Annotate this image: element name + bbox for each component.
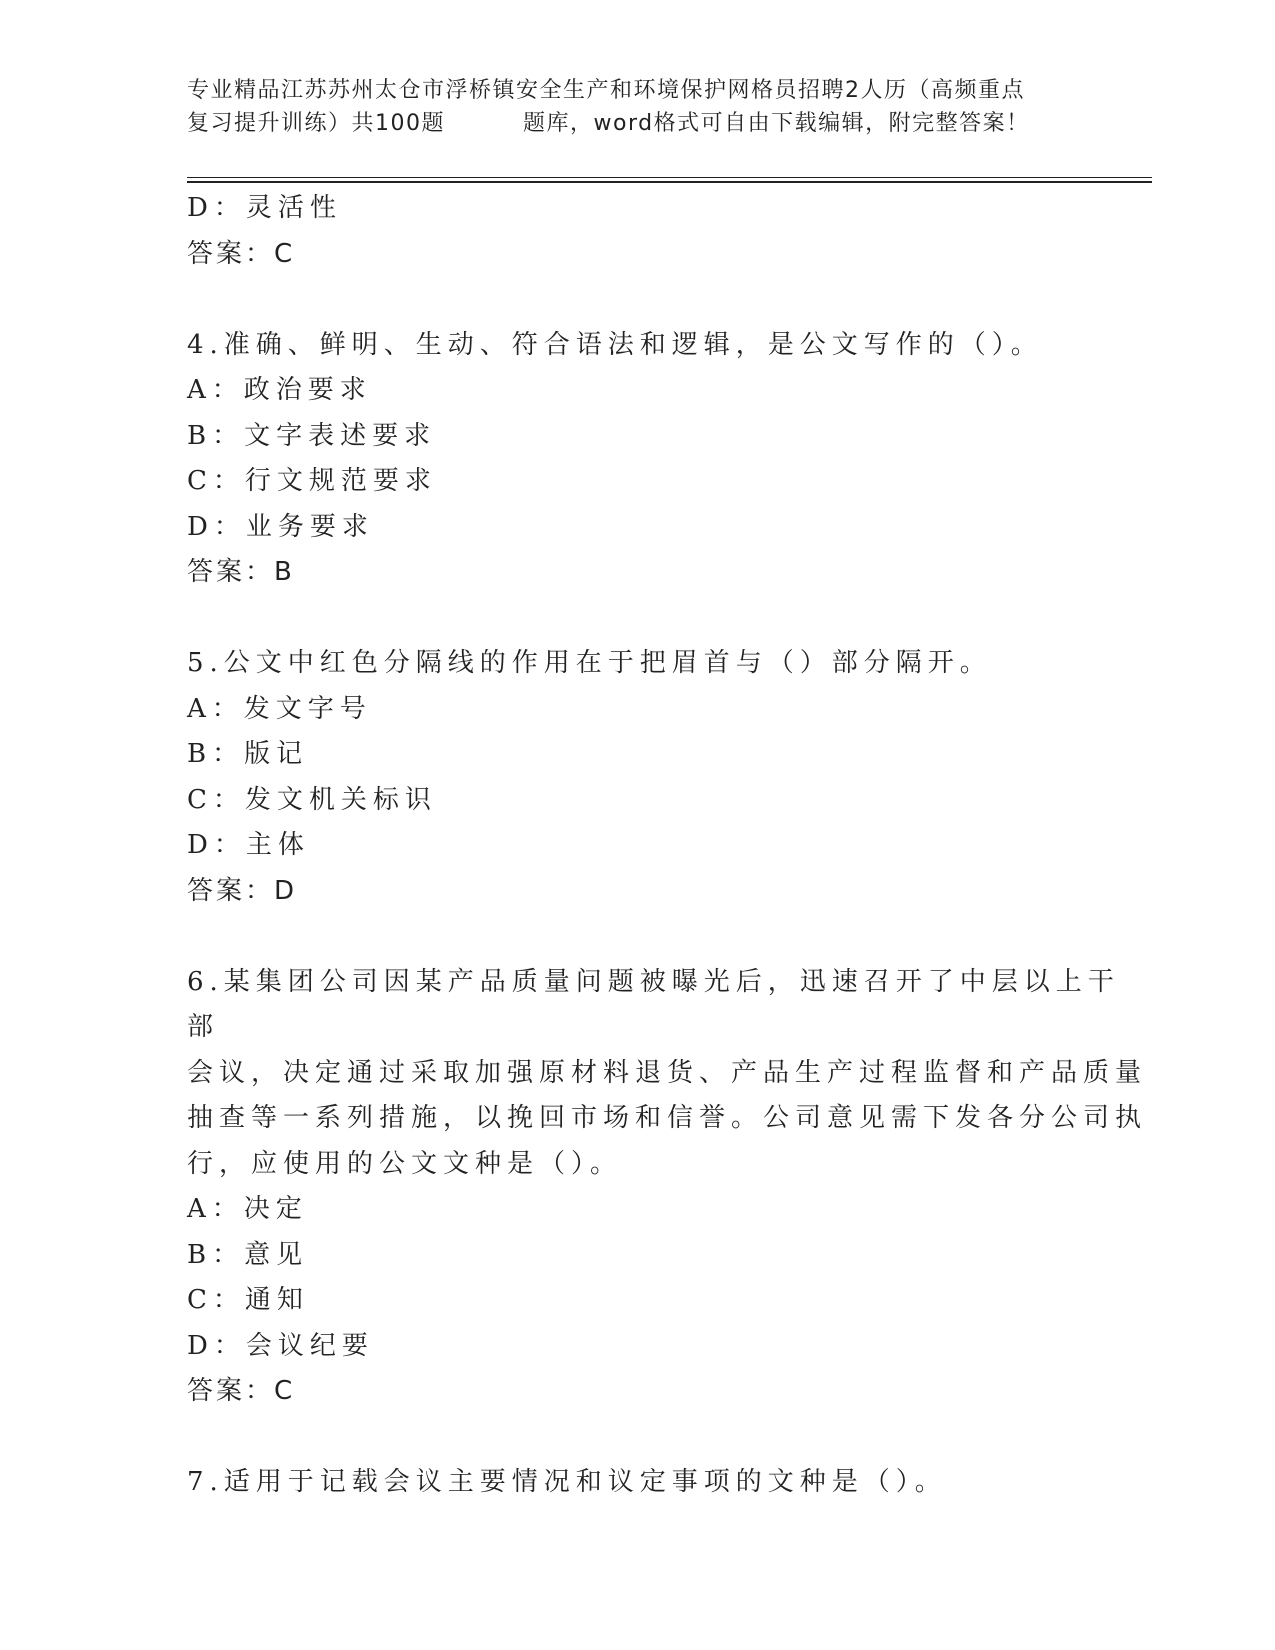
answer: 答案：C [187,238,296,269]
header-line-1: 专业精品江苏苏州太仓市浮桥镇安全生产和环境保护网格员招聘2人历（高频重点 [187,78,1025,103]
option-d: D：业务要求 [187,511,374,542]
page-header [187,74,1087,140]
answer: 答案：C [187,1376,296,1406]
answer: 答案：B [187,557,295,587]
answer: 答案：D [187,875,298,906]
option-d: D：灵活性 [187,193,342,223]
header-rule-thick [187,181,1152,183]
option-c: C：行文规范要求 [187,466,437,496]
question-stem-line: 行，应使用的公文文种是（）。 [187,1148,623,1179]
question-stem-line: 抽查等一系列措施，以挽回市场和信誉。公司意见需下发各分公司执 [187,1103,1148,1133]
question-stem-line: 会议，决定通过采取加强原材料退货、产品生产过程监督和产品质量 [187,1057,1148,1088]
option-c: C：通知 [187,1285,309,1315]
option-c: C：发文机关标识 [187,784,437,815]
option-d: D：主体 [187,830,310,860]
question-stem-line: 6.某集团公司因某产品质量问题被曝光后，迅速召开了中层以上干部 [187,966,1120,1042]
option-b: B：意见 [187,1239,309,1270]
header-line-2: 复习提升训练）共100题 题库，word格式可自由下载编辑，附完整答案！ [187,111,1030,136]
question-stem: 7.适用于记载会议主要情况和议定事项的文种是（）。 [187,1467,947,1497]
option-b: B：版记 [187,739,309,769]
header-rule-thin [187,177,1152,178]
option-a: A：政治要求 [187,375,372,405]
option-d: D：会议纪要 [187,1330,374,1361]
option-b: B：文字表述要求 [187,420,437,451]
question-list [187,186,1147,1506]
question-stem: 4.准确、鲜明、生动、符合语法和逻辑，是公文写作的（）。 [187,329,1043,360]
option-a: A：决定 [187,1194,308,1224]
option-a: A：发文字号 [187,693,372,724]
question-stem: 5.公文中红色分隔线的作用在于把眉首与（）部分隔开。 [187,648,992,678]
